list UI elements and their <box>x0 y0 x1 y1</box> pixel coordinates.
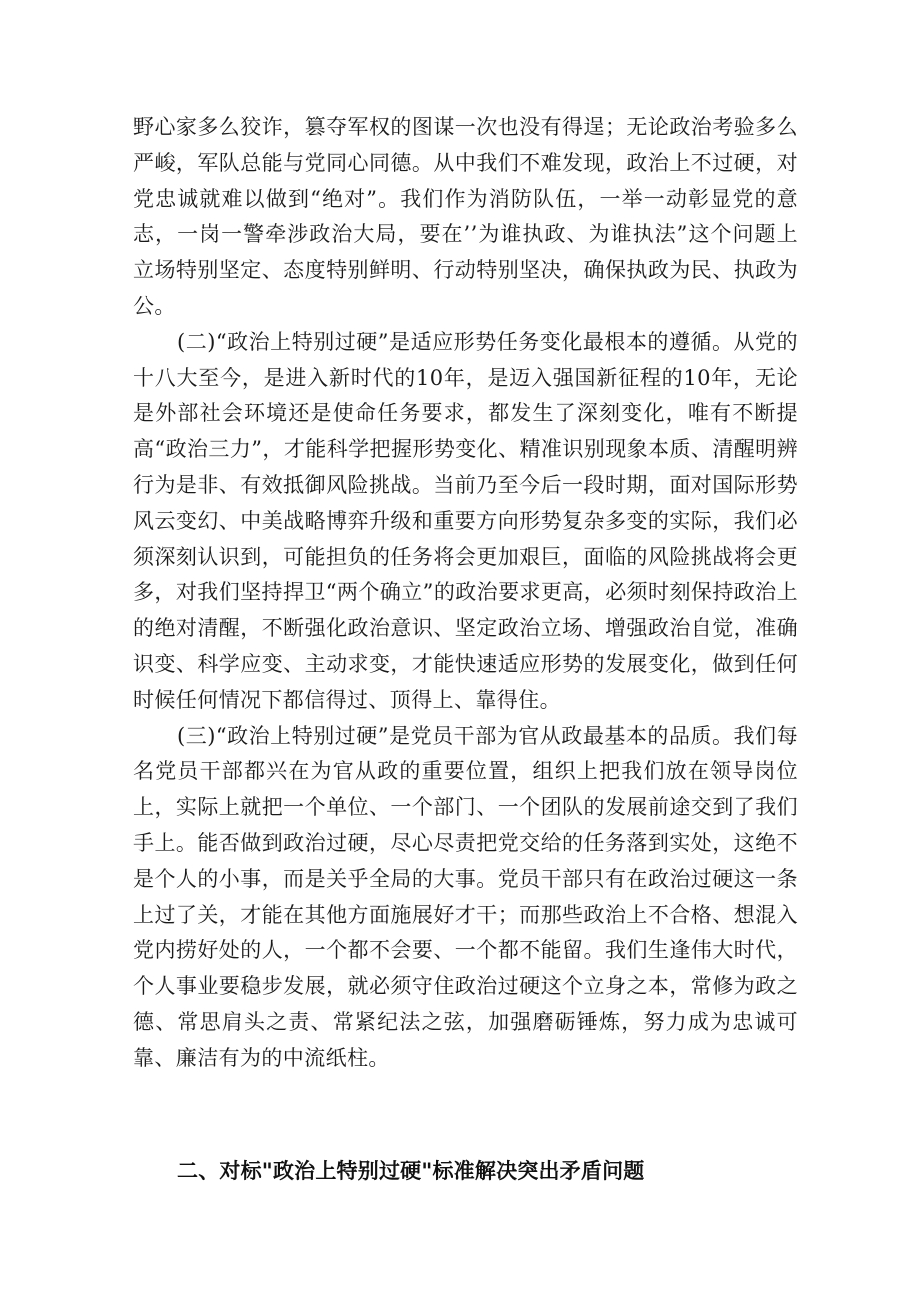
paragraph-continued: 野心家多么狡诈，篡夺军权的图谋一次也没有得逞；无论政治考验多么严峻，军队总能与党同心同德。从中我们不难发现，政治上不过硬，对党忠诚就难以做到“绝对”。我们作为消防队伍，一举一动彰显党的意志，一岗一警牵涉政治大局，要在’’为谁执政、为谁执法”这个问题上立场特别坚定、态度特别鲜明、行动特别坚决，确保执政为民、执政为公。 <box>133 115 798 318</box>
paragraph-section-2: (二)“政治上特别过硬”是适应形势任务变化最根本的遵循。从党的十八大至今，是进入新时代的10年，是迈入强国新征程的10年，无论是外部社会环境还是使命任务要求，都发生了深刻变化，唯有不断提高“政治三力”，才能科学把握形势变化、精准识别现象本质、清醒明辨行为是非、有效抵御风险挑战。当前乃至今后一段时期，面对国际形势风云变幻、中美战略博弈升级和重要方向形势复杂多变的实际，我们必须深刻认识到，可能担负的任务将会更加艰巨，面临的风险挑战将会更多，对我们坚持捍卫“两个确立”的政治要求更高，必须时刻保持政治上的绝对清醒，不断强化政治意识、坚定政治立场、增强政治自觉，准确识变、科学应变、主动求变，才能快速适应形势的发展变化，做到任何时候任何情况下都信得过、顶得上、靠得住。 <box>133 329 798 712</box>
document-body <box>133 110 798 1077</box>
paragraph-section-3: (三)“政治上特别过硬”是党员干部为官从政最基本的品质。我们每名党员干部都兴在为官从政的重要位置，组织上把我们放在领导岗位上，实际上就把一个单位、一个部门、一个团队的发展前途交到了我们手上。能否做到政治过硬，尽心尽责把党交给的任务落到实处，这绝不是个人的小事，而是关乎全局的大事。党员干部只有在政治过硬这一条上过了关，才能在其他方面施展好才干；而那些政治上不合格、想混入党内捞好处的人，一个都不会要、一个都不能留。我们生逢伟大时代，个人事业要稳步发展，就必须守住政治过硬这个立身之本，常修为政之德、常思肩头之责、常紧纪法之弦，加强磨砺锤炼，努力成为忠诚可靠、廉洁有为的中流纸柱。 <box>133 723 798 1070</box>
section-heading: 二、对标"政治上特别过硬"标准解决突出矛盾问题 <box>177 1159 645 1183</box>
